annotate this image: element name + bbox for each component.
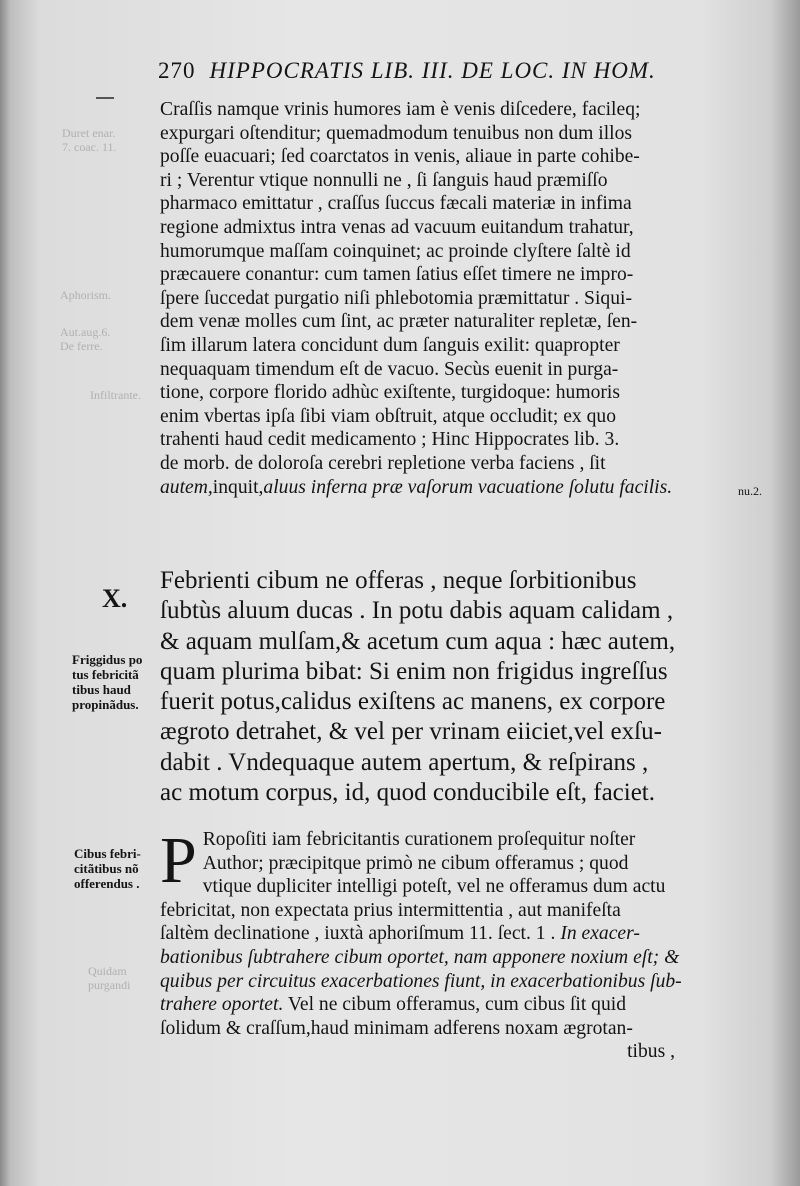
text-line: & aquam mulſam,& acetum cum aqua : hæc autem, xyxy=(160,627,676,655)
margin-note-frigidus xyxy=(72,652,142,712)
text-line: Craſſis namque vrinis humores iam è venis diſcedere, facileq; xyxy=(160,99,641,120)
text-line: de morb. de doloroſa cerebri repletione verba faciens , ſit xyxy=(160,452,606,474)
bleed-through-note xyxy=(60,325,110,353)
text-line xyxy=(160,993,735,1017)
bleed-through-note: Aphorism. xyxy=(60,288,111,302)
note-line: Quidam xyxy=(88,964,127,978)
drop-cap: P xyxy=(160,824,197,897)
text-line: poſſe euacuari; ſed coarctatos in venis, aliaue in parte cohibe- xyxy=(160,146,640,168)
note-line: Duret enar. xyxy=(62,126,116,140)
commentary-block-2 xyxy=(160,824,735,1064)
margin-reference: nu.2. xyxy=(738,484,762,498)
text-line: tione, corpore florido adhùc exiſtente, turgidoque: humoris xyxy=(160,382,620,404)
text-line xyxy=(160,922,735,946)
note-line: Friggidus po xyxy=(72,652,143,667)
text-line: præcauere conantur: cum tamen ſatius eſſet timere ne impro- xyxy=(160,264,634,286)
italic-line: quibus per circuitus exacerbationes fiunt, in exacerbationibus ſub- xyxy=(160,970,682,992)
ink-mark xyxy=(96,97,114,99)
note-line: tibus haud xyxy=(72,682,131,697)
note-line: purgandi xyxy=(88,978,131,992)
text-span: ſaltèm declinatione , iuxtà aphoriſmum 11. ſect. 1 . xyxy=(160,923,556,945)
catchword: tibus , xyxy=(627,1041,675,1063)
text-line: ſpere ſuccedat purgatio niſi phlebotomia præmittatur . Siqui- xyxy=(160,287,632,309)
text-line: ri ; Verentur vtique nonnulli ne , ſi ſanguis haud præmiſſo xyxy=(160,169,608,191)
note-line: Cibus febri- xyxy=(74,846,141,861)
text-line: Ropoſiti iam febricitantis curationem proſequitur noſter xyxy=(202,829,636,850)
italic-quote: aluus inferna præ vaſorum vacuatione ſolutu facilis. xyxy=(263,476,673,498)
bleed-through-note: Infiltrante. xyxy=(90,388,141,402)
text-line: Author; præcipitque primò ne cibum offeramus ; quod xyxy=(202,852,629,874)
text-span: Vel ne cibum offeramus, cum cibus ſit quid xyxy=(283,994,627,1016)
text-line: trahenti haud cedit medicamento ; Hinc Hippocrates lib. 3. xyxy=(160,429,620,451)
text-line: vtique dupliciter intelligi poteſt, vel ne offeramus dum actu xyxy=(202,876,666,898)
text-line: ſolidum & craſſum,haud minimam adferens noxam ægrotan- xyxy=(160,1017,633,1039)
text-line: regione admixtus intra venas ad vacuum euitandum trahatur, xyxy=(160,216,634,238)
text-line: dem venæ molles cum ſint, ac præter naturaliter repletæ, ſen- xyxy=(160,311,638,333)
section-number: X. xyxy=(102,584,128,613)
note-line: tus febricitã xyxy=(72,667,139,682)
bleed-through-note xyxy=(88,964,130,992)
note-line: offerendus . xyxy=(74,876,140,891)
aphorism-text xyxy=(160,566,735,808)
text-line: ſim illarum latera concidunt dum ſanguis exilit: quapropter xyxy=(160,334,620,356)
note-line: De ferre. xyxy=(60,339,103,353)
text-span: inquit, xyxy=(212,476,264,498)
text-line: humorumque maſſam coinquinet; ac proinde clyſtere ſaltè id xyxy=(160,240,631,262)
note-line: 7. coac. 11. xyxy=(62,140,117,154)
italic-text: autem, xyxy=(160,476,213,498)
page-number: 270 xyxy=(158,58,196,83)
text-line xyxy=(160,476,735,500)
text-line: ac motum corpus, id, quod conducibile eſt, faciet. xyxy=(160,779,655,807)
text-line: quam plurima bibat: Si enim non frigidus ingreſſus xyxy=(160,657,668,685)
text-line: ægroto detrahet, & vel per vrinam eiiciet,vel exſu- xyxy=(160,718,662,746)
running-title: HIPPOCRATIS LIB. III. DE LOC. IN HOM. xyxy=(209,58,656,83)
text-line: dabit . Vndequaque autem apertum, & reſpirans , xyxy=(160,748,649,776)
italic-line: bationibus ſubtrahere cibum oportet, nam apponere noxium eſt; & xyxy=(160,946,680,968)
text-line: enim vbertas ipſa ſibi viam obſtruit, atque occludit; ex quo xyxy=(160,405,616,427)
commentary-block-1 xyxy=(160,98,735,499)
note-line: citãtibus nõ xyxy=(74,861,139,876)
text-line: fuerit potus,calidus exiſtens ac manens, ex corpore xyxy=(160,688,666,716)
note-line: propinãdus. xyxy=(72,697,139,712)
text-line: ſubtùs aluum ducas . In potu dabis aquam calidam , xyxy=(160,597,674,625)
text-line: Febrienti cibum ne offeras , neque ſorbitionibus xyxy=(160,567,637,594)
text-line: pharmaco emittatur , craſſus ſuccus fæcali materiæ in infima xyxy=(160,193,632,215)
running-header xyxy=(158,58,656,84)
bleed-through-note xyxy=(62,126,117,154)
text-line: nequaquam timendum eſt de vacuo. Secùs euenit in purga- xyxy=(160,358,619,380)
italic-quote: In exacer- xyxy=(560,923,640,945)
margin-note-cibus xyxy=(74,846,141,891)
text-line: febricitat, non expectata prius intermittentia , aut manifeſta xyxy=(160,899,621,921)
italic-quote: trahere oportet. xyxy=(160,994,284,1016)
note-line: Aut.aug.6. xyxy=(60,325,111,339)
text-line: expurgari oſtenditur; quemadmodum tenuibus non dum illos xyxy=(160,122,633,144)
